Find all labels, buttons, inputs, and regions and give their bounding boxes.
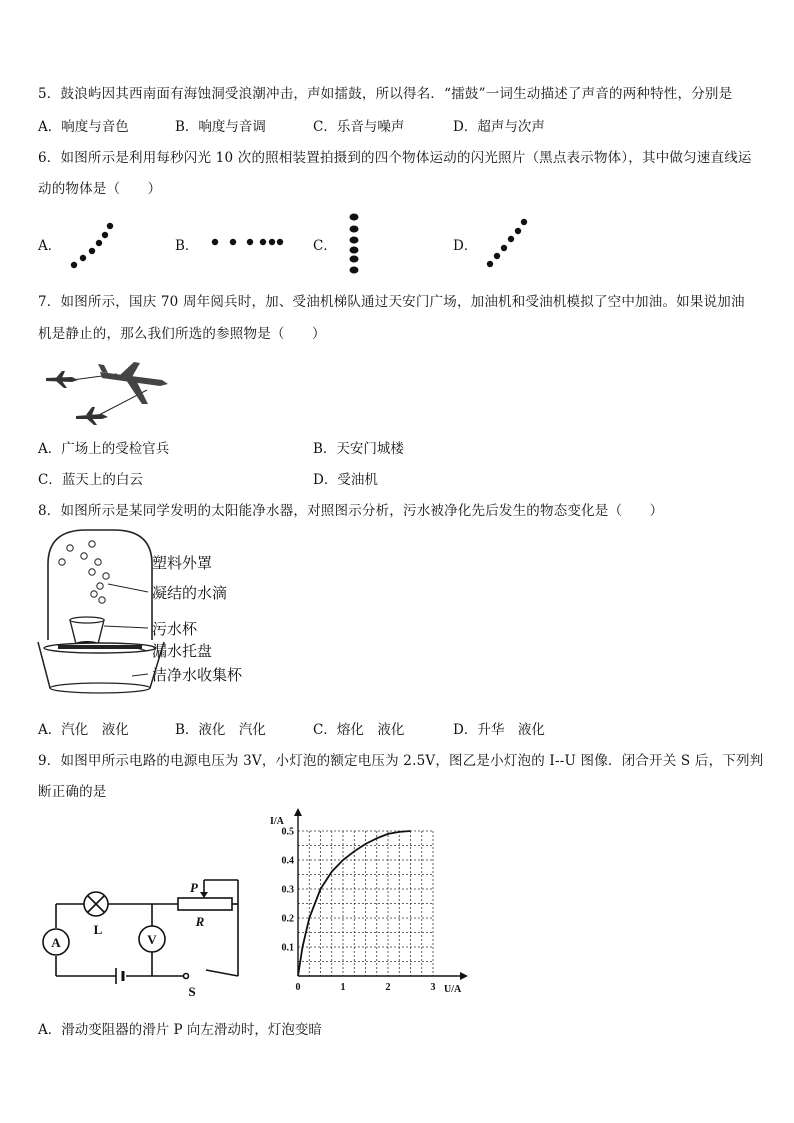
y-tick-label: 0.2 [281, 913, 294, 925]
q8-option-a: A．汽化 液化 [38, 722, 129, 738]
q9-rheostat-label: R [195, 914, 205, 929]
q6-option-c: C． [313, 238, 337, 254]
q8-water-purifier-figure [36, 524, 286, 704]
q8-label-dirty-water-cup: 污水杯 [152, 620, 198, 638]
q8-stem: 8．如图所示是某同学发明的太阳能净水器，对照图示分析，污水被净化先后发生的物态变化是（ ） [38, 503, 664, 519]
chart-tick-labels [282, 827, 436, 994]
x-tick-label: 0 [295, 982, 301, 993]
q5-option-a: A．响度与音色 [38, 119, 129, 135]
q9-switch-label: S [188, 984, 196, 998]
q6-dots-b [205, 230, 290, 254]
q8-label-clean-water-cup: 洁净水收集杯 [152, 666, 243, 684]
q6-stem-line1: 6．如图所示是利用每秒闪光 10 次的照相装置拍摄到的四个物体运动的闪光照片（黑点表示物体），其中做匀速直线运 [38, 150, 752, 166]
q6-option-d: D． [453, 238, 478, 254]
q8-label-condensed-droplets: 凝结的水滴 [152, 584, 228, 602]
q6-dots-d [480, 212, 535, 272]
chart-grid [298, 831, 433, 976]
q7-stem-line2: 机是静止的，那么我们所选的参照物是（ ） [38, 326, 326, 342]
q9-iu-chart [262, 808, 474, 1000]
q9-lamp-label: L [93, 922, 103, 937]
q9-circuit-diagram [36, 872, 246, 998]
x-tick-label: 2 [385, 982, 391, 993]
y-tick-label: 0.3 [281, 884, 294, 896]
q8-label-drip-tray: 漏水托盘 [152, 642, 213, 660]
q7-stem-line1: 7．如图所示，国庆 70 周年阅兵时，加、受油机梯队通过天安门广场，加油机和受油机模拟了空中加油。如果说加油 [38, 294, 745, 310]
y-axis-arrow [294, 808, 302, 816]
q6-option-b: B． [175, 238, 199, 254]
q7-option-d: D．受油机 [313, 472, 378, 488]
q9-option-a: A．滑动变阻器的滑片 P 向左滑动时，灯泡变暗 [38, 1022, 322, 1038]
q6-option-a: A． [38, 238, 62, 254]
q7-option-b: B．天安门城楼 [313, 441, 404, 457]
q5-stem: 5．鼓浪屿因其西南面有海蚀洞受浪潮冲击，声如擂鼓，所以得名．“擂鼓”一词生动描述了声音的两种特性，分别是 [38, 86, 733, 102]
q7-option-c: C．蓝天上的白云 [38, 472, 143, 488]
q5-option-b: B．响度与音调 [175, 119, 266, 135]
q8-option-d: D．升华 液化 [453, 722, 545, 738]
x-axis-arrow [460, 972, 468, 980]
q9-slider-label: P [190, 880, 198, 895]
q5-option-d: D．超声与次声 [453, 119, 545, 135]
chart-axes [294, 808, 468, 980]
q9-stem-line2: 断正确的是 [38, 784, 107, 800]
x-tick-label: 1 [340, 982, 346, 993]
chart-y-axis-label: I/A [270, 816, 284, 827]
y-tick-label: 0.5 [281, 826, 294, 838]
q5-option-c: C．乐音与噪声 [313, 119, 405, 135]
q9-stem-line1: 9．如图甲所示电路的电源电压为 3V，小灯泡的额定电压为 2.5V，图乙是小灯泡的 I--U 图像．闭合开关 S 后，下列判 [38, 753, 764, 769]
q6-dots-a [62, 215, 122, 275]
q8-option-c: C．熔化 液化 [313, 722, 405, 738]
y-tick-label: 0.1 [281, 942, 294, 954]
x-tick-label: 3 [430, 982, 436, 993]
y-tick-label: 0.4 [281, 855, 294, 867]
chart-x-axis-label: U/A [444, 984, 462, 995]
q6-dots-c [342, 210, 366, 278]
q6-stem-line2: 动的物体是（ ） [38, 181, 162, 197]
q7-option-a: A．广场上的受检官兵 [38, 441, 170, 457]
q9-ammeter-label: A [51, 935, 61, 950]
q8-option-b: B．液化 汽化 [175, 722, 266, 738]
q8-label-plastic-cover: 塑料外罩 [152, 554, 213, 572]
q9-voltmeter-label: V [147, 932, 157, 947]
q7-aircraft-image [42, 358, 172, 428]
